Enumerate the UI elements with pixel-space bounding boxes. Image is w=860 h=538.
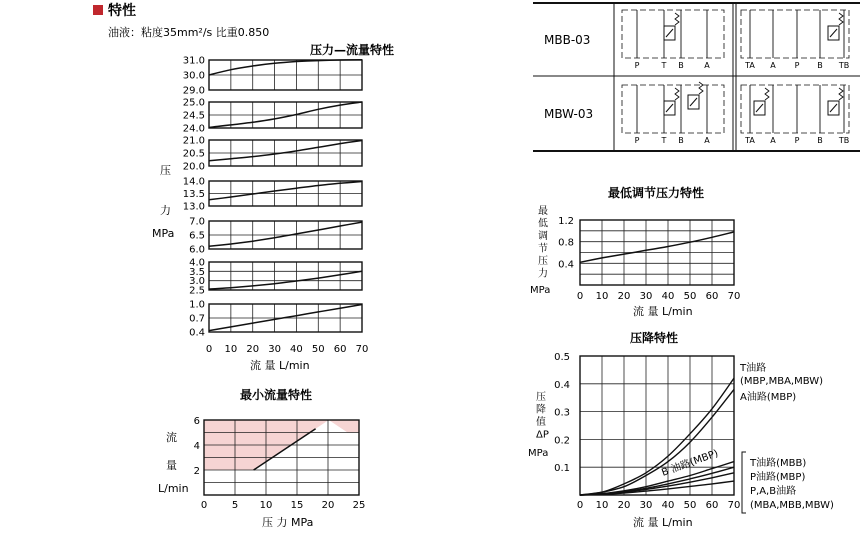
pf-ytick: 3.5 xyxy=(189,266,205,278)
pdrop-label-pab-models: (MBA,MBB,MBW) xyxy=(750,500,834,511)
pdrop-ylabel-part: 压 xyxy=(536,392,546,403)
pf-ytick: 25.0 xyxy=(182,97,205,109)
symbol-port-label: B xyxy=(817,61,823,70)
pf-ytick: 7.0 xyxy=(189,216,205,228)
pf-ytick: 30.0 xyxy=(182,70,205,82)
lowadj-ylabel-part: MPa xyxy=(530,285,551,296)
pdrop-xtick: 10 xyxy=(595,500,609,511)
pdrop-label-t-models: (MBP,MBA,MBW) xyxy=(740,376,824,387)
minflow-xtick: 25 xyxy=(352,500,366,511)
symbol-valve-left-spring xyxy=(675,13,679,25)
lowadj-ylabel-part: 低 xyxy=(538,218,548,230)
minflow-ylabel-2: 量 xyxy=(166,459,177,472)
pf-ytick: 20.0 xyxy=(182,161,205,173)
pf-xtick: 0 xyxy=(205,344,213,355)
pf-xtick: 60 xyxy=(333,344,347,355)
pdrop-curve-4 xyxy=(580,467,734,495)
pf-ytick: 24.5 xyxy=(182,110,205,122)
pf-ylabel-1: 压 xyxy=(160,164,171,177)
pf-ytick: 1.0 xyxy=(189,299,205,311)
symbol-valve-left-arrow xyxy=(666,29,673,37)
pf-ytick: 0.4 xyxy=(189,327,205,339)
minflow-xtick: 10 xyxy=(259,500,273,511)
pf-xticks xyxy=(206,344,369,355)
lowadj-xtick: 60 xyxy=(705,291,719,302)
title-marker xyxy=(93,5,103,15)
pdrop-ylabel-part: 值 xyxy=(536,417,546,428)
symbol-port-label: A xyxy=(704,61,710,70)
pdrop-label-a: A油路(MBP) xyxy=(740,392,797,403)
symbol-port-label: A xyxy=(770,136,776,145)
pdrop-xtick: 0 xyxy=(576,500,584,511)
fluid-note: 油液：粘度35mm²/s 比重0.850 xyxy=(108,26,270,39)
minflow-xtick: 0 xyxy=(200,500,208,511)
pdrop-ylabel-part: MPa xyxy=(528,448,549,459)
pf-ytick: 24.0 xyxy=(182,123,205,135)
section-title: 特性 xyxy=(108,3,136,19)
pdrop-ylabel-part: 降 xyxy=(536,404,546,416)
pf-ytick: 13.0 xyxy=(182,201,205,213)
pf-curve-5 xyxy=(209,222,362,246)
symbol-valve-left-spring xyxy=(675,88,679,100)
pf-ytick: 4.0 xyxy=(189,257,205,269)
symbol-valve-right-2-spring xyxy=(765,88,769,100)
pf-ytick: 13.5 xyxy=(182,189,205,200)
lowadj-ytick: 1.2 xyxy=(558,216,574,227)
pf-ytick: 3.0 xyxy=(189,276,205,288)
pdrop-xtick: 30 xyxy=(639,500,653,511)
pdrop-label-p-mbp: P油路(MBP) xyxy=(750,472,806,483)
minflow-xtick: 15 xyxy=(290,500,304,511)
lowadj-xtick: 10 xyxy=(595,291,609,302)
lowadj-curve xyxy=(580,232,734,262)
pdrop-xtick: 60 xyxy=(705,500,719,511)
symbol-valve-left-2-arrow xyxy=(690,98,697,106)
symbol-valve-right-spring xyxy=(839,13,843,25)
pf-ytick: 31.0 xyxy=(182,55,205,67)
pf-ytick: 6.0 xyxy=(189,244,205,256)
minflow-ylabel-1: 流 xyxy=(166,431,177,444)
pdrop-bracket xyxy=(742,452,746,513)
lowadj-xtick: 0 xyxy=(576,291,584,302)
minflow-ylabel-3: L/min xyxy=(158,482,189,495)
minflow-xtick: 5 xyxy=(231,500,239,511)
symbol-valve-left-2-spring xyxy=(699,82,703,94)
lowadj-ylabel xyxy=(530,205,550,296)
pf-xtick: 20 xyxy=(246,344,260,355)
pf-ytick: 21.0 xyxy=(182,135,205,147)
lowadj-chart xyxy=(558,216,740,302)
pf-ylabel-3: MPa xyxy=(152,227,175,240)
pdrop-curve-2 xyxy=(580,389,734,495)
lowadj-ylabel-part: 调 xyxy=(538,231,548,242)
symbol-port-label: P xyxy=(634,61,640,70)
pf-xtick: 10 xyxy=(224,344,238,355)
pf-curve-1 xyxy=(209,60,362,75)
pdrop-label-pab: P,A,B油路 xyxy=(750,486,797,497)
symbol-port-label: P xyxy=(794,61,800,70)
pf-ytick: 14.0 xyxy=(182,176,205,188)
pf-curve-4 xyxy=(209,182,362,200)
pf-xtick: 30 xyxy=(268,344,281,355)
lowadj-ylabel-part: 力 xyxy=(538,268,548,280)
symbol-port-label: TA xyxy=(745,61,755,70)
lowadj-xtick: 40 xyxy=(661,291,675,302)
pf-curve-7 xyxy=(209,305,362,331)
lowadj-ylabel-part: 压 xyxy=(538,256,548,267)
minflow-xtick: 20 xyxy=(321,500,335,511)
lowadj-xtick: 20 xyxy=(617,291,631,302)
pdrop-title: 压降特性 xyxy=(630,331,679,345)
lowadj-ylabel-part: 最 xyxy=(538,206,548,217)
model-mbb: MBB-03 xyxy=(544,33,591,47)
minflow-chart xyxy=(194,416,366,511)
symbol-valve-right-spring xyxy=(839,88,843,100)
symbol-port-label: T xyxy=(661,136,667,145)
pf-ytick: 2.5 xyxy=(189,285,205,297)
symbol-port-label: TB xyxy=(838,136,850,145)
symbol-valve-right-arrow xyxy=(830,29,837,37)
pdrop-ylabel-part: ΔP xyxy=(536,429,549,441)
symbol-port-label: TB xyxy=(838,61,850,70)
symbol-port-label: B xyxy=(817,136,823,145)
symbols-table xyxy=(533,3,860,151)
lowadj-title: 最低调节压力特性 xyxy=(608,186,705,200)
symbol-port-label: P xyxy=(634,136,640,145)
pdrop-ytick: 0.3 xyxy=(554,407,570,419)
pdrop-label-t-mbb: T油路(MBB) xyxy=(750,458,807,469)
lowadj-xtick: 70 xyxy=(727,291,741,302)
minflow-ytick: 2 xyxy=(193,466,200,477)
lowadj-xlabel: 流 量 L/min xyxy=(633,305,693,318)
pdrop-curve-b-label: B 油路(MBP) xyxy=(660,448,720,479)
lowadj-ytick: 0.8 xyxy=(558,237,574,249)
symbol-port-label: T xyxy=(661,61,667,70)
pdrop-xlabel: 流 量 L/min xyxy=(633,516,693,529)
pf-xtick: 50 xyxy=(311,344,325,355)
lowadj-xtick: 50 xyxy=(683,291,697,302)
symbol-port-label: TA xyxy=(745,136,755,145)
pdrop-ytick: 0.4 xyxy=(554,379,570,391)
pf-curve-6 xyxy=(209,271,362,289)
pdrop-ylabel xyxy=(528,391,549,459)
lowadj-ytick: 0.4 xyxy=(558,259,574,271)
pf-title: 压力—流量特性 xyxy=(310,43,395,57)
minflow-ytick: 6 xyxy=(193,416,200,427)
symbol-valve-left-arrow xyxy=(666,104,673,112)
pdrop-ytick: 0.5 xyxy=(554,352,570,363)
pf-charts xyxy=(183,56,362,339)
pf-xtick: 40 xyxy=(290,344,303,355)
pdrop-xtick: 50 xyxy=(683,500,697,511)
pdrop-chart xyxy=(554,352,740,511)
lowadj-ylabel-part: 节 xyxy=(538,243,548,255)
pdrop-xtick: 20 xyxy=(617,500,631,511)
symbol-port-label: B xyxy=(678,136,684,145)
pf-xlabel: 流 量 L/min xyxy=(250,359,310,372)
pf-ylabel-2: 力 xyxy=(160,204,171,217)
lowadj-xtick: 30 xyxy=(639,291,653,302)
symbol-port-label: P xyxy=(794,136,800,145)
model-mbw: MBW-03 xyxy=(544,107,594,121)
pdrop-xtick: 70 xyxy=(727,500,741,511)
pf-xtick: 70 xyxy=(355,344,369,355)
symbol-valve-right-2-arrow xyxy=(756,104,763,112)
minflow-ytick: 4 xyxy=(193,441,200,452)
pf-curve-3 xyxy=(209,141,362,161)
minflow-title: 最小流量特性 xyxy=(240,388,313,402)
pf-ytick: 0.7 xyxy=(189,313,205,325)
pf-ytick: 6.5 xyxy=(189,230,205,242)
symbol-valve-right-arrow xyxy=(830,104,837,112)
symbol-port-label: A xyxy=(704,136,710,145)
pdrop-ytick: 0.2 xyxy=(554,435,570,447)
symbol-port-label: B xyxy=(678,61,684,70)
pdrop-ytick: 0.1 xyxy=(554,463,570,475)
pf-ytick: 29.0 xyxy=(182,85,205,97)
pdrop-label-t: T油路 xyxy=(740,363,767,374)
pf-ytick: 20.5 xyxy=(182,148,205,160)
symbol-port-label: A xyxy=(770,61,776,70)
pf-panel-6-frame xyxy=(209,262,362,290)
pdrop-xtick: 40 xyxy=(661,500,675,511)
minflow-xlabel: 压 力 MPa xyxy=(262,516,314,529)
